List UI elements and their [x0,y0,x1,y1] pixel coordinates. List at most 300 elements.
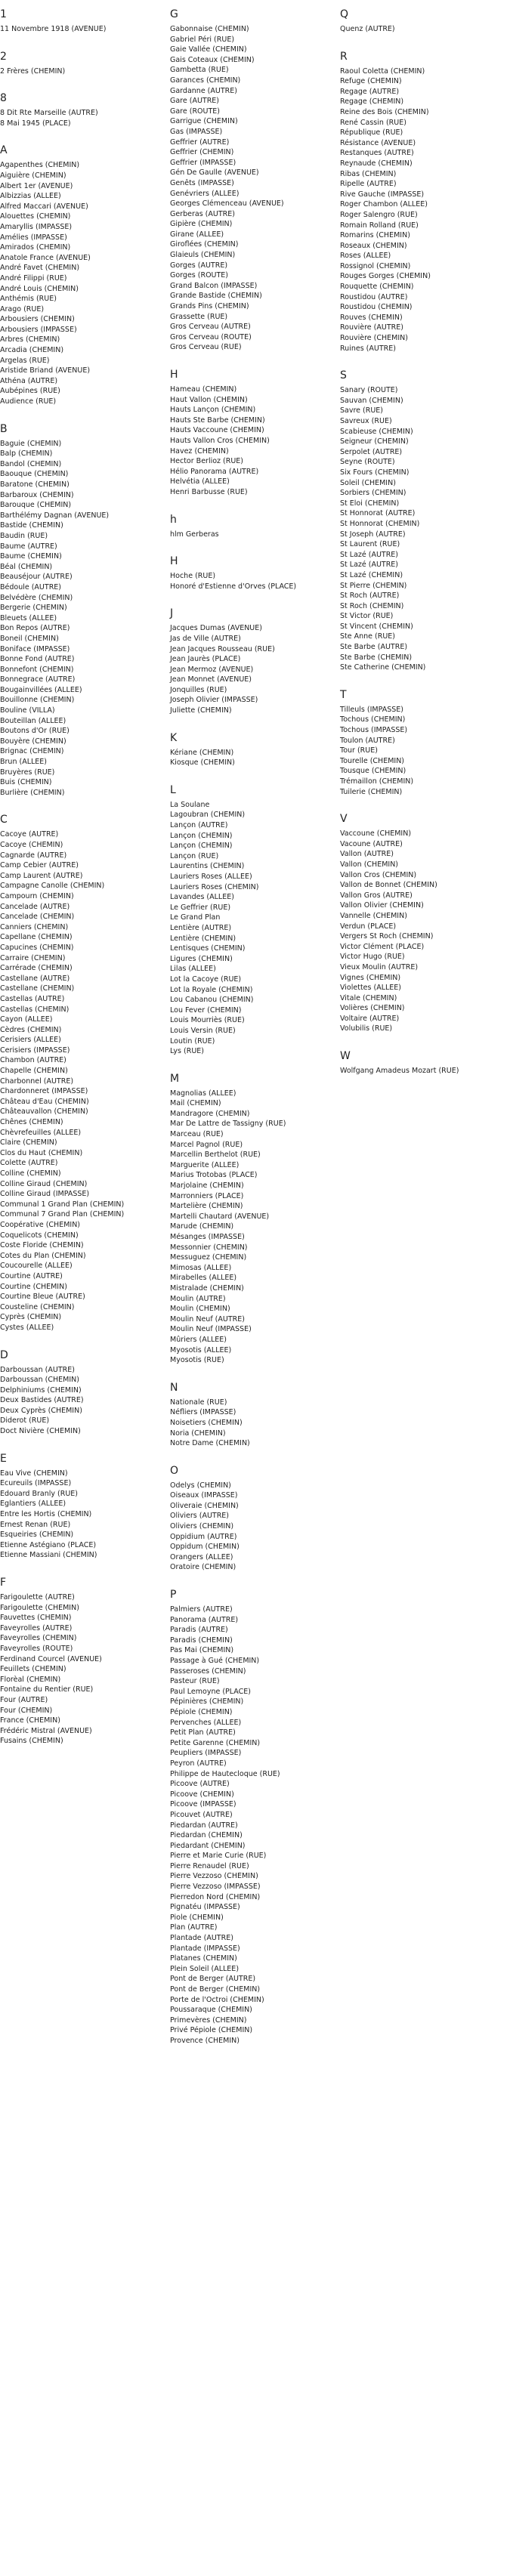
street-list-item: Rouvière (AUTRE) [340,323,403,332]
section-letter-heading: F [0,1577,7,1589]
street-list-item: Bouteillan (ALLEE) [0,716,66,725]
street-list [170,623,325,715]
section-letter-heading: 8 [0,92,7,105]
street-list-item: St Roch (CHEMIN) [340,601,404,610]
street-list-item: Lentisques (CHEMIN) [170,944,246,953]
street-list-item: Beauséjour (AUTRE) [0,573,73,582]
street-list-item: Romain Rolland (RUE) [340,221,419,230]
street-list-item: Laurentins (CHEMIN) [170,862,245,871]
street-list-item: Jonquilles (RUE) [170,685,227,694]
street-list-item: Coquelicots (CHEMIN) [0,1231,79,1240]
street-list [0,24,155,35]
street-list-item: St Victor (RUE) [340,612,394,621]
section-letter-heading: 2 [0,50,7,63]
street-list-item: Vitale (CHEMIN) [340,993,397,1002]
street-list-item: Cotes du Plan (CHEMIN) [0,1251,86,1260]
section-letter-heading: h [170,513,177,526]
street-list-item: Balp (CHEMIN) [0,449,53,459]
street-list-item: Tuilerie (CHEMIN) [340,787,403,796]
street-list [170,571,325,591]
street-list-item: St Lazé (CHEMIN) [340,570,403,579]
street-list-item: Mimosas (ALLEE) [170,1263,232,1272]
index-column-2 [170,8,325,2062]
street-list-item: Château d'Eau (CHEMIN) [0,1097,89,1106]
street-list-item: Savreux (RUE) [340,417,392,425]
street-list-item: Vergers St Roch (CHEMIN) [340,932,434,941]
street-list-item: Audience (RUE) [0,397,57,406]
street-list-item: Provence (CHEMIN) [170,2036,240,2045]
letter-section [170,607,325,715]
street-list-item: Geffrier (AUTRE) [170,137,230,147]
street-list-item: Savre (RUE) [340,406,384,415]
street-list [0,829,155,1333]
street-list-item: Darboussan (AUTRE) [0,1365,75,1374]
street-list-item: Messuguez (CHEMIN) [170,1253,247,1262]
street-list-item: Tochous (CHEMIN) [340,715,406,724]
street-list-item: Mandragore (CHEMIN) [170,1109,250,1118]
street-list-item: Lot la Royale (CHEMIN) [170,985,253,994]
letter-section [170,783,325,1057]
street-list-item: Bastide (CHEMIN) [0,521,63,530]
section-letter-heading: H [170,555,178,568]
street-list-item: Bouline (VILLA) [0,706,55,715]
street-list-item: Etienne Astégiano (PLACE) [0,1540,97,1549]
street-list-item: Boutons d'Or (RUE) [0,727,70,736]
street-list-item: Le Grand Plan [170,913,221,922]
street-list-item: Grand Balcon (IMPASSE) [170,281,258,290]
street-list-item: Ligures (CHEMIN) [170,954,233,963]
street-list-item: Ste Catherine (CHEMIN) [340,663,426,672]
street-list-item: Gabonnaise (CHEMIN) [170,25,249,33]
street-list-item: Hauts Vaccoune (CHEMIN) [170,426,264,435]
street-list-item: Pont de Berger (CHEMIN) [170,1985,261,1994]
letter-section [170,513,325,540]
street-list-item: Platanes (CHEMIN) [170,1954,237,1963]
street-list-item: Messonnier (CHEMIN) [170,1243,248,1252]
street-list-item: Boneil (CHEMIN) [0,634,59,643]
section-letter-heading: K [170,731,178,744]
street-list-item: Charbonnel (AUTRE) [0,1076,74,1086]
section-letter-heading: E [0,1452,7,1465]
street-list-item: Geffrier (CHEMIN) [170,148,234,157]
street-list [0,160,155,406]
street-list-item: Oliviers (AUTRE) [170,1512,230,1521]
street-list-item: Vallon (CHEMIN) [340,860,399,869]
street-list-item: Picoove (CHEMIN) [170,1790,234,1799]
street-list-item: hlm Gerberas [170,530,219,539]
street-list-item: Oliveraie (CHEMIN) [170,1501,239,1510]
street-list-item: Gipière (CHEMIN) [170,220,233,229]
letter-section [0,144,155,406]
section-letter-heading: T [340,688,347,701]
section-letter-heading: C [0,814,8,826]
street-list-item: Pierre et Marie Curie (RUE) [170,1852,267,1861]
street-list-item: Hameau (CHEMIN) [170,385,237,394]
street-list-item: Marronniers (PLACE) [170,1191,244,1200]
street-list-item: Ecureuils (IMPASSE) [0,1479,72,1488]
street-list-item: Canniers (CHEMIN) [0,922,69,931]
street-list-item: Roseaux (CHEMIN) [340,241,407,250]
street-list-item: St Joseph (AUTRE) [340,530,406,539]
letter-section [0,1452,155,1561]
street-list [340,385,495,673]
street-list-item: Six Fours (CHEMIN) [340,468,410,477]
street-list-item: Carrérade (CHEMIN) [0,964,73,973]
street-list-item: Lou Fever (CHEMIN) [170,1005,242,1015]
street-list-item: Plantade (AUTRE) [170,1934,233,1943]
street-list-item: Lançon (AUTRE) [170,821,228,830]
street-list-item: Aiguière (CHEMIN) [0,171,66,180]
street-list-item: Jean Monnet (AVENUE) [170,675,252,684]
street-list-item: Buis (CHEMIN) [0,778,52,787]
street-list-item: Aubépines (RUE) [0,387,60,396]
street-list-item: Cystes (ALLEE) [0,1323,54,1332]
street-list-item: Noria (CHEMIN) [170,1429,226,1438]
section-letter-heading: L [170,783,176,796]
street-list-item: Martelli Chautard (AVENUE) [170,1212,270,1221]
street-list-item: Marceau (RUE) [170,1130,224,1139]
section-letter-heading: A [0,144,8,157]
street-list-item: Fauvettes (CHEMIN) [0,1614,72,1623]
section-letter-heading: S [340,369,347,382]
street-list-item: Tousque (CHEMIN) [340,767,406,776]
street-list-item: Haut Vallon (CHEMIN) [170,395,248,404]
street-list-item: Oppidium (AUTRE) [170,1532,237,1541]
street-list-item: Rossignol (CHEMIN) [340,261,411,270]
letter-section [0,422,155,798]
street-list-item: Panorama (AUTRE) [170,1615,239,1624]
street-list-item: Voltaire (AUTRE) [340,1014,400,1023]
street-list-item: Gerberas (AUTRE) [170,209,235,218]
street-list-item: Jean Mermoz (AVENUE) [170,665,254,674]
street-list-item: Pépiole (CHEMIN) [170,1707,233,1716]
street-list-item: Lauriers Roses (ALLEE) [170,873,252,881]
street-list-item: Odelys (CHEMIN) [170,1481,231,1490]
street-list-item: Esqueiries (CHEMIN) [0,1530,74,1540]
letter-section [340,369,495,673]
street-list-item: Arago (RUE) [0,304,45,314]
street-list-item: 8 Dit Rte Marseille (AUTRE) [0,109,98,118]
street-list-item: Roses (ALLEE) [340,252,391,261]
street-list-item: Gén De Gaulle (AVENUE) [170,168,259,178]
street-list-item: Regage (CHEMIN) [340,97,404,107]
street-list-item: Baume (AUTRE) [0,542,57,551]
street-list-item: Vieux Moulin (AUTRE) [340,962,419,971]
street-list-item: Peyron (AUTRE) [170,1759,227,1768]
street-list-item: Soleil (CHEMIN) [340,478,396,487]
street-list [340,1066,495,1076]
street-list-item: Arcadia (CHEMIN) [0,346,64,355]
street-list [170,385,325,498]
street-list-item: Romarins (CHEMIN) [340,231,410,240]
street-list-item: Jas de Ville (AUTRE) [170,634,241,643]
street-list [170,748,325,768]
street-list-item: Marius Trotobas (PLACE) [170,1171,258,1180]
street-list-item: Bergerie (CHEMIN) [0,604,67,613]
section-letter-heading: M [170,1072,180,1085]
street-list-item: Hauts Ste Barbe (CHEMIN) [170,415,265,425]
letter-section [170,1072,325,1366]
street-list-item: Châteauvallon (CHEMIN) [0,1107,88,1117]
street-list-item: Chardonneret (IMPASSE) [0,1087,88,1096]
street-list-item: Honoré d'Estienne d'Orves (PLACE) [170,582,297,591]
street-list-item: Farigoulette (AUTRE) [0,1593,75,1602]
street-list-item: Louis Versin (RUE) [170,1026,236,1035]
street-list-item: Cèdres (CHEMIN) [0,1025,62,1034]
street-list [340,24,495,35]
street-list-item: Ferdinand Courcel (AVENUE) [0,1654,102,1663]
street-list-item: Hoche (RUE) [170,572,216,581]
street-list [170,1605,325,2046]
street-list-item: Cacoye (CHEMIN) [0,841,63,849]
street-list-item: Trémaillon (CHEMIN) [340,777,414,786]
street-list-item: Boniface (IMPASSE) [0,644,70,653]
street-list-item: Roger Salengro (RUE) [340,210,418,219]
street-list-item: 8 Mai 1945 (PLACE) [0,119,71,128]
street-list-item: Barbaroux (CHEMIN) [0,490,74,499]
street-list-item: Verdun (PLACE) [340,922,397,931]
street-list-item: Grassette (RUE) [170,312,228,321]
street-list-item: Lagoubran (CHEMIN) [170,811,246,820]
street-list-item: Louis Mourriès (RUE) [170,1016,245,1025]
street-list-item: Campourn (CHEMIN) [0,891,74,900]
street-list [170,530,325,540]
street-list-item: Gardanne (AUTRE) [170,86,237,95]
street-list-item: Refuge (CHEMIN) [340,77,402,86]
letter-section [170,1464,325,1573]
street-list-item: Piedardan (AUTRE) [170,1821,238,1830]
street-list-item: Fontaine du Rentier (RUE) [0,1685,94,1694]
street-list-item: Gare (AUTRE) [170,97,220,106]
street-list-item: Glaieuls (CHEMIN) [170,251,236,260]
letter-section [0,1576,155,1747]
section-letter-heading: P [170,1589,177,1602]
street-list-item: Primevères (CHEMIN) [170,2015,247,2025]
street-list-item: St Vincent (CHEMIN) [340,622,413,631]
street-list-item: Chapelle (CHEMIN) [0,1067,68,1076]
street-list-item: Genêts (IMPASSE) [170,178,234,187]
street-list-item: Raoul Coletta (CHEMIN) [340,66,425,76]
street-list-item: Myosotis (ALLEE) [170,1345,232,1354]
street-list-item: Brignac (CHEMIN) [0,747,64,756]
street-list-item: Lançon (CHEMIN) [170,842,233,851]
street-list [0,1365,155,1437]
street-list-item: Quenz (AUTRE) [340,25,395,33]
street-list-item: La Soulane [170,800,210,809]
street-list-item: Edouard Branly (RUE) [0,1489,78,1498]
street-list-item: Fusains (CHEMIN) [0,1737,63,1746]
street-list-item: Coucourelle (ALLEE) [0,1262,73,1271]
street-list-item: Piedardant (CHEMIN) [170,1841,246,1850]
street-list-item: Lot la Cacoye (RUE) [170,974,242,984]
street-list-item: Martelière (CHEMIN) [170,1202,243,1211]
street-list-item: Chambon (AUTRE) [0,1056,66,1065]
street-list-item: Rouves (CHEMIN) [340,313,403,322]
street-list-item: Regage (AUTRE) [340,87,400,96]
street-list-item: Gros Cerveau (AUTRE) [170,323,251,332]
street-list-item: Clos du Haut (CHEMIN) [0,1148,83,1157]
street-list-item: Paradis (AUTRE) [170,1626,228,1635]
street-list-item: Cousteline (CHEMIN) [0,1302,75,1311]
street-list-item: Baudin (RUE) [0,531,48,540]
street-list-item: Pierre Renaudel (RUE) [170,1861,249,1870]
street-list-item: Joseph Olivier (IMPASSE) [170,696,258,705]
street-list-item: Violettes (ALLEE) [340,984,401,993]
street-list-item: Bonne Fond (AUTRE) [0,655,75,664]
street-list-item: Ribas (CHEMIN) [340,169,397,178]
street-list-item: Havez (CHEMIN) [170,446,229,456]
street-list-item: Toulon (AUTRE) [340,736,395,745]
section-letter-heading: B [0,422,8,435]
street-list-item: Victor Hugo (RUE) [340,953,405,962]
street-list-item: Picouvet (AUTRE) [170,1810,233,1819]
street-list-item: Athéna (AUTRE) [0,376,58,385]
street-list-item: Castellas (CHEMIN) [0,1005,70,1014]
street-list-item: Amélies (IMPASSE) [0,233,67,242]
street-list-item: Brun (ALLEE) [0,758,47,767]
street-list [340,705,495,797]
street-list-item: Roustidou (CHEMIN) [340,303,413,312]
street-list-item: Gaie Vallée (CHEMIN) [170,45,247,54]
street-list-item: Petite Garenne (CHEMIN) [170,1738,261,1747]
section-letter-heading: O [170,1464,179,1477]
street-list-item: Faveyrolles (CHEMIN) [0,1634,77,1643]
street-list-item: Arbousiers (IMPASSE) [0,325,77,334]
street-list-item: Oppidum (CHEMIN) [170,1543,240,1552]
street-list-item: Castellas (AUTRE) [0,994,65,1003]
street-list-item: Kériane (CHEMIN) [170,748,234,757]
street-list-item: Privé Pépiole (CHEMIN) [170,2026,253,2035]
letter-section [340,688,495,797]
street-list-item: Piedardan (CHEMIN) [170,1831,243,1840]
street-list-item: Moulin Neuf (IMPASSE) [170,1325,252,1334]
street-list-item: Ripelle (AUTRE) [340,180,397,189]
section-letter-heading: R [340,50,348,63]
street-list-item: Cacoye (AUTRE) [0,830,59,839]
street-list-item: Gare (ROUTE) [170,107,220,116]
street-list-item: Bruyères (RUE) [0,768,55,777]
street-list-item: Albert 1er (AVENUE) [0,181,73,190]
street-list-item: René Cassin (RUE) [340,118,406,127]
street-list-item: Cagnarde (AUTRE) [0,851,67,860]
street-list-item: Jacques Dumas (AVENUE) [170,624,262,633]
street-list-item: Juliette (CHEMIN) [170,706,232,715]
street-list-item: Frédéric Mistral (AVENUE) [0,1726,92,1735]
street-list-item: Alfred Maccari (AVENUE) [0,202,88,211]
street-list-item: Restanques (AUTRE) [340,149,414,158]
street-list-item: Bouillonne (CHEMIN) [0,696,75,705]
street-list-item: Courtine Bleue (AUTRE) [0,1293,85,1302]
street-list-item: Entre les Hortis (CHEMIN) [0,1510,92,1519]
street-list-item: Bleuets (ALLEE) [0,613,57,622]
street-list-item: Faveyrolles (AUTRE) [0,1623,73,1632]
street-list-item: Chênes (CHEMIN) [0,1118,63,1127]
street-list-item: Vignes (CHEMIN) [340,973,401,982]
street-list-item: Vallon de Bonnet (CHEMIN) [340,881,437,890]
street-list-item: Belvédère (CHEMIN) [0,593,73,602]
street-list-item: Plan (AUTRE) [170,1923,218,1932]
street-list-item: Seyne (ROUTE) [340,458,395,467]
street-list-item: Farigoulette (CHEMIN) [0,1603,79,1612]
street-list-item: Gorges (ROUTE) [170,271,229,280]
street-list-item: Reine des Bois (CHEMIN) [340,107,429,116]
letter-section [170,554,325,591]
street-list-item: Castellane (CHEMIN) [0,984,75,993]
street-list-item: Jean Jaurès (PLACE) [170,655,241,664]
section-letter-heading: N [170,1381,178,1394]
street-list-item: Deux Cyprès (CHEMIN) [0,1406,82,1415]
letter-section [0,91,155,128]
street-list-item: Eau Vive (CHEMIN) [0,1469,68,1478]
letter-section [170,1381,325,1449]
street-list-item: Mûriers (ALLEE) [170,1335,227,1344]
street-list-item: Marcel Pagnol (RUE) [170,1140,243,1149]
street-list-item: Barouque (CHEMIN) [0,501,72,510]
letter-section [340,50,495,354]
street-list-item: Rive Gauche (IMPASSE) [340,190,425,199]
street-list-item: Sauvan (CHEMIN) [340,396,403,405]
letter-section [0,1348,155,1437]
street-list-item: Communal 1 Grand Plan (CHEMIN) [0,1200,125,1209]
street-list-item: Colette (AUTRE) [0,1159,58,1168]
street-list-item: Serpolet (AUTRE) [340,447,403,456]
street-list-item: Baratone (CHEMIN) [0,480,70,489]
street-list-item: Moulin Neuf (AUTRE) [170,1314,245,1324]
street-list-item: Rouvière (CHEMIN) [340,334,408,343]
street-list-item: Moulin (CHEMIN) [170,1305,230,1314]
street-list-item: Roger Chambon (ALLEE) [340,200,428,209]
index-column-1 [0,8,155,1762]
section-letter-heading: 1 [0,8,7,20]
street-list-item: Alouettes (CHEMIN) [0,212,71,221]
street-list-item: St Pierre (CHEMIN) [340,581,407,590]
street-list-item: Mésanges (IMPASSE) [170,1233,245,1241]
street-list-item: Cerisiers (IMPASSE) [0,1046,70,1055]
street-list-item: Florèal (CHEMIN) [0,1675,61,1684]
street-list-item: Henri Barbusse (RUE) [170,487,248,496]
street-list-item: Sanary (ROUTE) [340,386,398,395]
section-letter-heading: Q [340,8,349,20]
street-list-item: Tochous (IMPASSE) [340,726,408,735]
street-list-item: France (CHEMIN) [0,1716,60,1725]
street-list-item: Philippe de Hautecloque (RUE) [170,1769,280,1778]
street-list-item: Capellane (CHEMIN) [0,933,73,942]
street-list-item: Pont de Berger (AUTRE) [170,1975,256,1984]
street-list-item: Picoove (AUTRE) [170,1780,230,1789]
letter-section [0,8,155,35]
street-list-item: Darboussan (CHEMIN) [0,1376,79,1385]
street-list-item: Wolfgang Amadeus Mozart (RUE) [340,1067,459,1076]
street-list-item: Amirados (CHEMIN) [0,243,71,252]
street-list-item: Ernest Renan (RUE) [0,1520,71,1529]
street-list [0,66,155,77]
street-list-item: Loutin (RUE) [170,1036,215,1046]
street-list-item: Diderot (RUE) [0,1416,50,1425]
street-list [0,1469,155,1561]
street-list-item: Bédoule (AUTRE) [0,582,62,591]
street-list-item: Lentière (CHEMIN) [170,934,236,943]
street-list-item: Pépinières (CHEMIN) [170,1697,244,1707]
street-list-item: Gabriel Péri (RUE) [170,35,235,44]
street-list-item: Genévriers (ALLEE) [170,189,240,198]
letter-section [340,1049,495,1076]
street-list-item: Gais Coteaux (CHEMIN) [170,55,255,64]
street-list [170,1398,325,1449]
street-list-item: Hector Berlioz (RUE) [170,457,244,466]
street-list-item: Lou Cabanou (CHEMIN) [170,996,254,1005]
street-list [0,108,155,128]
street-list-item: St Roch (AUTRE) [340,591,400,601]
